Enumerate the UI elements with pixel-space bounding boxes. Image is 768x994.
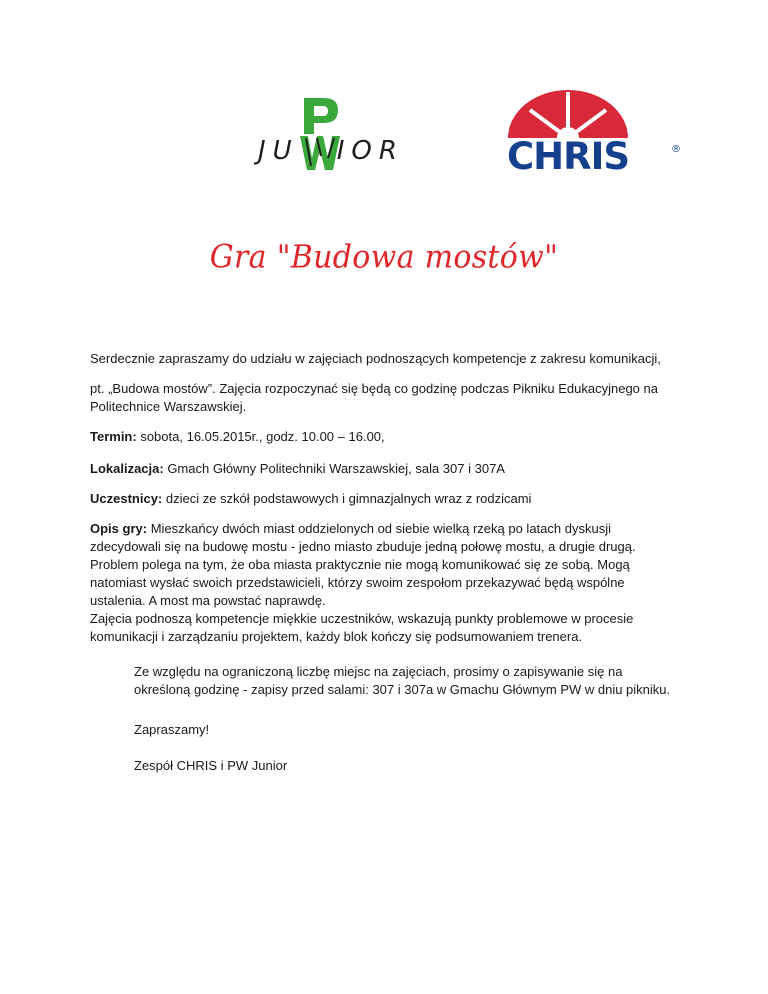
intro-paragraph: Serdecznie zapraszamy do udziału w zajęciach podnoszących kompetencje z zakresu komunikacji, <box>90 351 661 366</box>
pw-junior-logo <box>258 96 438 176</box>
chris-logo <box>452 90 682 176</box>
termin-value: sobota, 16.05.2015r., godz. 10.00 – 16.00, <box>136 429 385 444</box>
opis-line: ustalenia. A most ma powstać naprawdę. <box>90 593 326 608</box>
opis-paragraph <box>90 520 690 646</box>
opis-line: Problem polega na tym, że oba miasta praktycznie nie mogą komunikować się ze sobą. Mogą <box>90 557 630 572</box>
opis-line: Opis gry: Mieszkańcy dwóch miast oddzielonych od siebie wielką rzeką po latach dyskusji <box>90 521 611 536</box>
registered-mark: ® <box>671 144 681 155</box>
subtitle-paragraph <box>90 380 690 416</box>
opis-line: natomiast wysłać swoich przedstawicieli, którzy swoim zespołom przekazywać będą wspólne <box>90 575 625 590</box>
opis-line: zdecydowali się na budowę mostu - jedno miasto zbuduje jedną połowę mostu, a drugie drugą. <box>90 539 636 554</box>
closing-greeting: Zapraszamy! <box>134 722 210 737</box>
pw-monogram-icon <box>298 96 342 172</box>
uczestnicy-line <box>90 490 690 508</box>
page-title: Gra "Budowa mostów" <box>209 239 559 276</box>
chris-wordmark: CHRIS <box>506 135 630 176</box>
uczestnicy-value: dzieci ze szkół podstawowych i gimnazjalnych wraz z rodzicami <box>162 491 532 506</box>
pw-junior-text-left: JU <box>258 136 299 166</box>
opis-line: komunikacji i zarządzaniu projektem, każdy blok kończy się podsumowaniem trenera. <box>90 629 583 644</box>
zapisy-line: Ze względu na ograniczoną liczbę miejsc na zajęciach, prosimy o zapisywanie się na <box>134 664 623 679</box>
lokalizacja-label: Lokalizacja: <box>90 461 164 476</box>
termin-label: Termin: <box>90 429 137 444</box>
lokalizacja-line <box>90 460 690 478</box>
zapisy-line: określoną godzinę - zapisy przed salami: 307 i 307a w Gmachu Głównym PW w dniu pikniku. <box>134 682 671 697</box>
zapisy-paragraph <box>134 663 694 699</box>
opis-label: Opis gry: <box>90 521 148 536</box>
lokalizacja-value: Gmach Główny Politechniki Warszawskiej, sala 307 i 307A <box>163 461 505 476</box>
subtitle-line: pt. „Budowa mostów”. Zajęcia rozpoczynać się będą co godzinę podczas Pikniku Edukacyjnego na <box>90 381 658 396</box>
termin-line <box>90 428 690 446</box>
opis-line: Zajęcia podnoszą kompetencje miękkie uczestników, wskazują punkty problemowe w procesie <box>90 611 634 626</box>
pw-junior-text-right: IOR <box>336 136 404 166</box>
uczestnicy-label: Uczestnicy: <box>90 491 163 506</box>
subtitle-line: Politechnice Warszawskiej. <box>90 399 247 414</box>
signature: Zespół CHRIS i PW Junior <box>134 758 288 773</box>
